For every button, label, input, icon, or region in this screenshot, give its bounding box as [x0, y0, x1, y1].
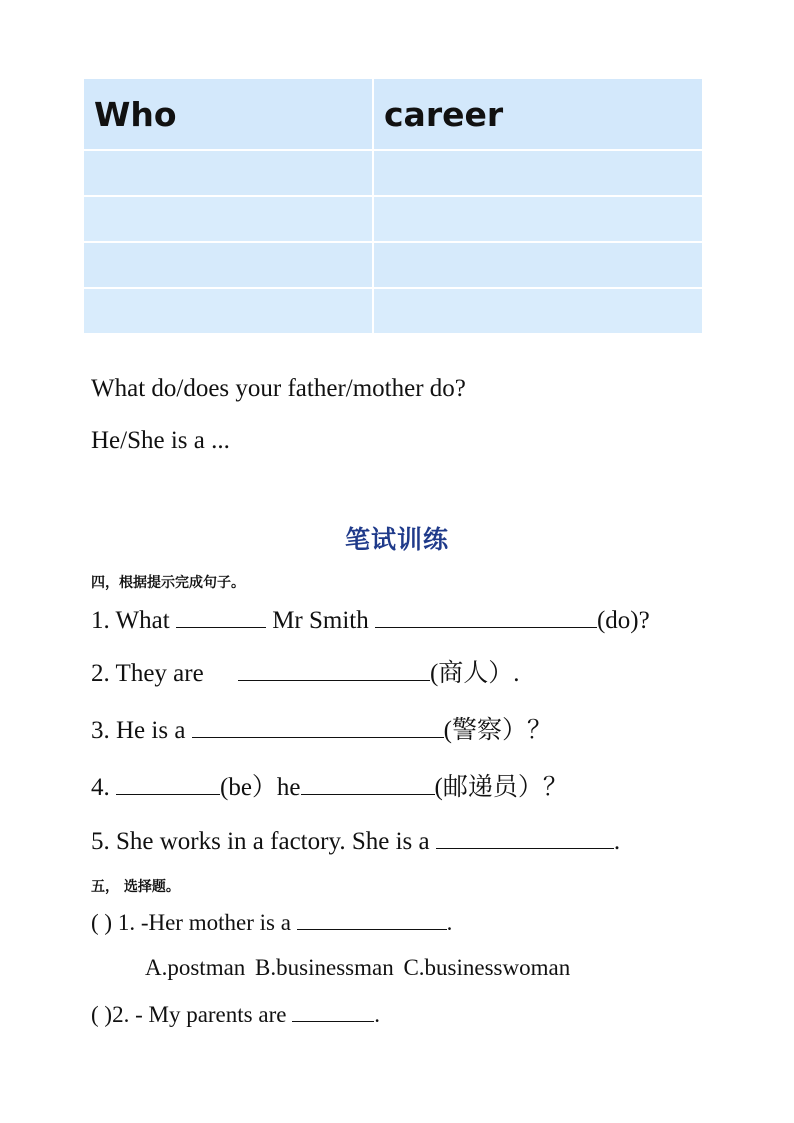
part4-item-3 [91, 715, 552, 746]
answer-blank[interactable] [436, 826, 614, 849]
career-table [82, 77, 704, 335]
answer-blank[interactable] [238, 658, 430, 681]
answer-blank[interactable] [375, 605, 597, 628]
table-row [83, 150, 703, 196]
table-cell [83, 150, 373, 196]
table-cell [373, 242, 703, 288]
answer-paren[interactable]: ( ) [91, 910, 113, 935]
answer-blank[interactable] [192, 715, 444, 738]
part5-instruction: 五， 选择题。 [91, 879, 180, 895]
table-row [83, 196, 703, 242]
part4-item-4 [91, 772, 568, 803]
answer-blank[interactable] [116, 772, 220, 795]
table-cell [83, 242, 373, 288]
table-row [83, 242, 703, 288]
answer-blank[interactable] [292, 999, 374, 1022]
question-text: 1. -Her mother is a [117, 910, 291, 935]
part4-instruction: 四，根据提示完成句子。 [91, 575, 245, 591]
item-text: 5. She works in a factory. She is a [91, 828, 430, 855]
part4-item-2 [91, 658, 520, 689]
item-text: 3. He is a [91, 717, 186, 744]
table-cell [373, 288, 703, 334]
table-cell [373, 150, 703, 196]
answer-blank[interactable] [176, 605, 266, 628]
item-text: 2. They are [91, 660, 204, 687]
part4-item-5 [91, 826, 620, 857]
question-text: 2. - My parents are [112, 1002, 287, 1027]
dialogue-question: What do/does your father/mother do? [91, 375, 466, 402]
item-text: Mr Smith [272, 607, 369, 634]
part4-item-1 [91, 605, 650, 636]
question-end: . [446, 910, 453, 935]
item-hint: (警察）？ [443, 717, 552, 744]
table-row [83, 288, 703, 334]
question-end: . [374, 1002, 380, 1027]
item-hint: (商人）. [429, 660, 520, 687]
answer-blank[interactable] [297, 907, 447, 930]
item-hint: (邮递员）？ [434, 774, 568, 801]
item-text: 1. What [91, 607, 170, 634]
table-cell [373, 196, 703, 242]
answer-paren[interactable]: ( ) [91, 1002, 113, 1027]
item-end: . [613, 828, 621, 855]
part5-question-1 [91, 907, 452, 938]
section-title: 笔试训练 [344, 525, 449, 554]
table-cell [83, 196, 373, 242]
item-text: 4. [91, 774, 110, 801]
item-text: (be）he [220, 774, 301, 801]
answer-blank[interactable] [301, 772, 435, 795]
part5-question-1-options: A.postman B.businessman C.businesswoman [145, 955, 571, 980]
table-header-row [83, 78, 703, 150]
table-header-who: Who [83, 78, 373, 150]
table-header-career: career [373, 78, 703, 150]
dialogue-answer: He/She is a ... [91, 427, 230, 454]
item-hint: (do)? [596, 607, 650, 634]
part5-question-2 [91, 999, 380, 1030]
table-cell [83, 288, 373, 334]
